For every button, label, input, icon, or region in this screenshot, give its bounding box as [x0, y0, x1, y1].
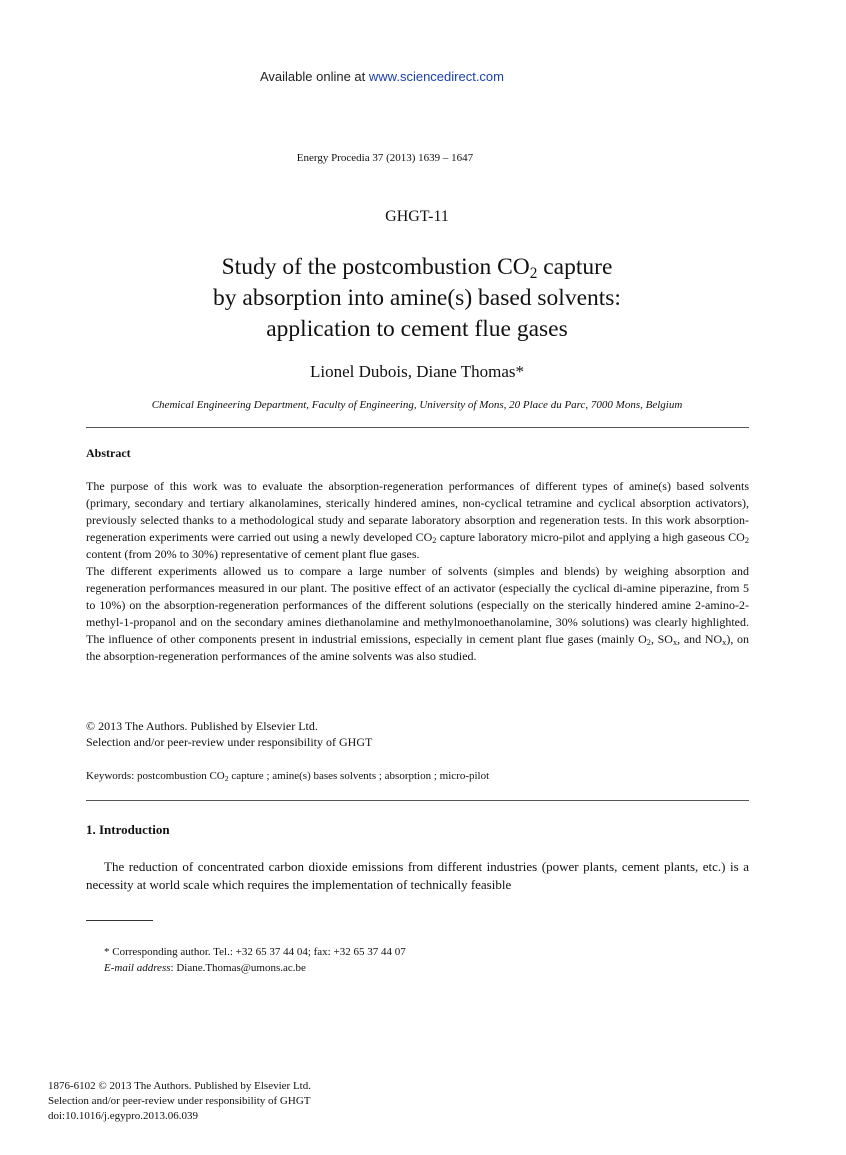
- email-value: : Diane.Thomas@umons.ac.be: [170, 962, 306, 974]
- available-online-label: Available online at: [259, 69, 369, 84]
- abstract-text: capture laboratory micro-pilot and applying a high gaseous CO: [436, 530, 745, 544]
- paper-title: [0, 252, 834, 345]
- abstract-paragraph-1: [86, 478, 749, 563]
- keywords: [86, 770, 489, 782]
- peer-review-line: Selection and/or peer-review under responsibility of GHGT: [86, 735, 373, 749]
- doi-line: doi:10.1016/j.egypro.2013.06.039: [48, 1110, 199, 1122]
- title-text: Study of the postcombustion CO: [221, 254, 530, 280]
- copyright-line: © 2013 The Authors. Published by Elsevier Ltd.: [86, 719, 318, 733]
- peer-review-footer: Selection and/or peer-review under responsibility of GHGT: [48, 1095, 311, 1107]
- title-subscript: 2: [529, 265, 538, 282]
- abstract-text: The purpose of this work was to evaluate the absorption-regeneration performances of different types of amine(s) based solvents (primary, secondary and tertiary alkanolamines, sterically hindered amines, non-cyclical tetramine and cyclical absorption activators), previously selected thanks to a methodological study and separate laboratory absorption and regeneration tests. In this work absorption-regeneration experiments were carried out using a newly developed CO: [86, 479, 749, 544]
- email-label: E-mail address: [104, 962, 171, 974]
- subscript: 2: [646, 638, 651, 647]
- affiliation: Chemical Engineering Department, Faculty of Engineering, University of Mons, 20 Place du Parc, 7000 Mons, Belgium: [151, 399, 683, 411]
- introduction-paragraph: The reduction of concentrated carbon dioxide emissions from different industries (power plants, cement plants, etc.) is a necessity at world scale which requires the implementation of technically feasible: [86, 859, 749, 892]
- abstract-text: , SO: [650, 632, 673, 646]
- subscript: 2: [224, 774, 229, 783]
- available-online-line: [0, 69, 764, 84]
- journal-citation: Energy Procedia 37 (2013) 1639 – 1647: [296, 152, 474, 164]
- abstract-copyright: [86, 718, 372, 750]
- sciencedirect-link[interactable]: www.sciencedirect.com: [368, 69, 504, 84]
- title-line-2: by absorption into amine(s) based solvents:: [213, 285, 621, 311]
- footnote: [104, 944, 406, 976]
- title-text: capture: [537, 254, 613, 280]
- section-heading-introduction: 1. Introduction: [86, 822, 170, 837]
- issn-line: 1876-6102 © 2013 The Authors. Published by Elsevier Ltd.: [48, 1080, 311, 1092]
- conference-name: GHGT-11: [385, 208, 449, 225]
- email-line: [104, 960, 406, 976]
- abstract-text: ), on the absorption-regeneration performances of the amine solvents was also studied.: [86, 632, 750, 663]
- title-line-1: [0, 252, 834, 283]
- keywords-text: capture ; amine(s) bases solvents ; absorption ; micro-pilot: [228, 770, 490, 782]
- abstract-heading: Abstract: [86, 446, 131, 460]
- corresponding-author: * Corresponding author. Tel.: +32 65 37 44 04; fax: +32 65 37 44 07: [104, 946, 406, 958]
- divider-top: [86, 427, 749, 428]
- abstract-text: content (from 20% to 30%) representative of cement plant flue gases.: [86, 547, 420, 561]
- abstract-text: , and NO: [677, 632, 723, 646]
- title-line-3: application to cement flue gases: [266, 316, 568, 342]
- keywords-text: Keywords: postcombustion CO: [86, 770, 225, 782]
- page-footer: [48, 1079, 311, 1124]
- abstract-text: The different experiments allowed us to compare a large number of solvents (simples and blends) by weighing absorption and regeneration performances measured in our plant. The positive effect of an activator (especially the cyclical di-amine piperazine, from 5 to 10%) on the absorption-regeneration performances of the different solutions (especially on the sterically hindered amine 2-amino-2-methyl-1-propanol and on the secondary amines diethanolamine and methylmonoethanolamine, 30% solutions) was clearly highlighted. The influence of other components present in industrial emissions, especially in cement plant flue gases (mainly O: [86, 564, 749, 646]
- subscript: x: [722, 638, 727, 647]
- subscript: 2: [432, 536, 437, 545]
- abstract-paragraph-2: [86, 563, 749, 665]
- abstract-body: [86, 478, 749, 665]
- authors: Lionel Dubois, Diane Thomas*: [309, 362, 525, 381]
- subscript: 2: [744, 536, 749, 545]
- divider-bottom: [86, 800, 749, 801]
- subscript: x: [672, 638, 678, 647]
- footnote-divider: [86, 920, 153, 921]
